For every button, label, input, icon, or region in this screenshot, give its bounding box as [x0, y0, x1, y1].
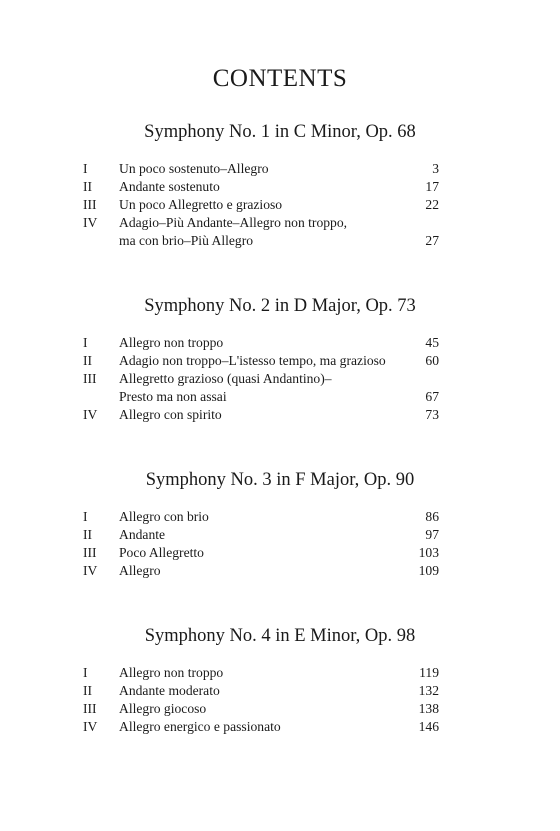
movement-row [0, 334, 560, 352]
movement-row [0, 718, 560, 736]
page-number: 109 [418, 563, 439, 578]
movement-numeral: IV [83, 719, 98, 734]
movement-numeral: I [83, 161, 88, 176]
page-number: 73 [425, 407, 439, 422]
movement-row [0, 682, 560, 700]
page-number: 146 [418, 719, 439, 734]
symphony-section-4 [0, 624, 560, 736]
movement-numeral: II [83, 353, 93, 368]
movement-list [0, 664, 560, 736]
movement-title: Allegro [119, 563, 161, 578]
movement-list [0, 508, 560, 580]
page-number: 97 [425, 527, 439, 542]
movement-title: Allegro con brio [119, 509, 209, 524]
symphony-title: Symphony No. 1 in C Minor, Op. 68 [144, 122, 416, 142]
symphony-section-3 [0, 468, 560, 580]
page-number: 60 [425, 353, 439, 368]
movement-row [0, 160, 560, 178]
movement-title-continuation: ma con brio–Più Allegro [119, 233, 254, 248]
movement-numeral: I [83, 335, 88, 350]
symphony-title: Symphony No. 4 in E Minor, Op. 98 [144, 626, 416, 646]
movement-row [0, 700, 560, 718]
movement-title: Andante sostenuto [119, 179, 220, 194]
movement-list [0, 334, 560, 424]
movement-title: Allegro non troppo [119, 335, 224, 350]
movement-row [0, 406, 560, 424]
movement-numeral: III [83, 545, 97, 560]
movement-row [0, 544, 560, 562]
movement-numeral: II [83, 527, 93, 542]
movement-row [0, 178, 560, 196]
movement-numeral: II [83, 179, 93, 194]
symphony-section-1 [0, 120, 560, 250]
movement-row [0, 508, 560, 526]
page-title: CONTENTS [212, 65, 348, 92]
movement-title: Allegro giocoso [119, 701, 207, 716]
movement-numeral: IV [83, 215, 98, 230]
movement-title: Un poco sostenuto–Allegro [119, 161, 269, 176]
movement-title: Andante [119, 527, 166, 542]
movement-numeral: III [83, 701, 97, 716]
movement-row [0, 352, 560, 370]
page-number: 86 [425, 509, 439, 524]
page-number: 103 [418, 545, 439, 560]
movement-row [0, 526, 560, 544]
movement-row [0, 664, 560, 682]
page-number: 22 [425, 197, 439, 212]
movement-numeral: I [83, 509, 88, 524]
movement-numeral: IV [83, 407, 98, 422]
page-number: 132 [418, 683, 439, 698]
movement-title: Un poco Allegretto e grazioso [119, 197, 283, 212]
page-number: 17 [425, 179, 439, 194]
movement-numeral: IV [83, 563, 98, 578]
movement-title: Adagio non troppo–L'istesso tempo, ma grazioso [119, 353, 386, 368]
movement-list [0, 160, 560, 250]
movement-title-continuation: Presto ma non assai [119, 389, 227, 404]
movement-numeral: I [83, 665, 88, 680]
symphony-section-2 [0, 294, 560, 424]
movement-row [0, 214, 560, 250]
page-number: 45 [425, 335, 439, 350]
movement-row [0, 370, 560, 406]
movement-row [0, 562, 560, 580]
movement-row [0, 196, 560, 214]
page-number: 119 [419, 665, 439, 680]
page-number: 3 [432, 161, 439, 176]
movement-numeral: III [83, 371, 97, 386]
movement-numeral: III [83, 197, 97, 212]
movement-title: Adagio–Più Andante–Allegro non troppo, [119, 215, 348, 230]
movement-title: Andante moderato [119, 683, 220, 698]
movement-title: Allegro con spirito [119, 407, 222, 422]
page-number: 67 [425, 389, 439, 404]
symphony-title: Symphony No. 2 in D Major, Op. 73 [144, 296, 416, 316]
symphony-title: Symphony No. 3 in F Major, Op. 90 [145, 470, 415, 490]
page-number: 138 [418, 701, 439, 716]
page-number: 27 [425, 233, 439, 248]
movement-title: Poco Allegretto [119, 545, 204, 560]
movement-title: Allegro non troppo [119, 665, 224, 680]
movement-title: Allegretto grazioso (quasi Andantino)– [119, 371, 332, 386]
movement-title: Allegro energico e passionato [119, 719, 281, 734]
movement-numeral: II [83, 683, 93, 698]
